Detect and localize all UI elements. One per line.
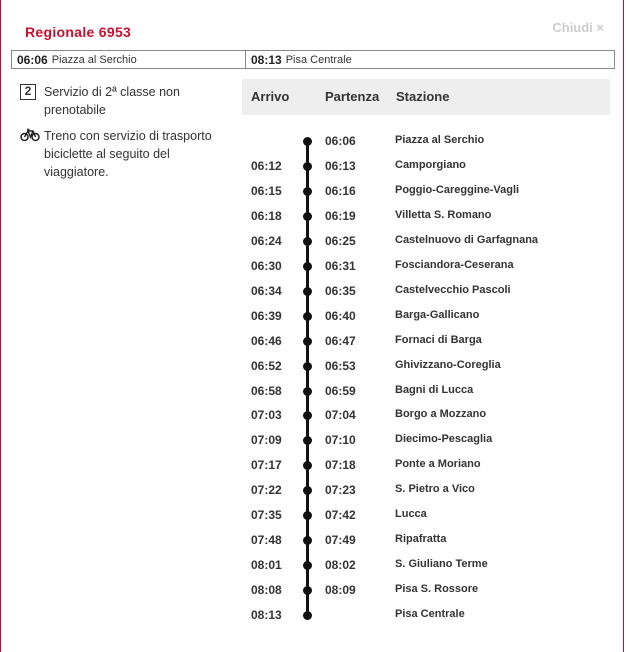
stop-dot: [303, 262, 312, 271]
departure-time: 07:10: [325, 433, 356, 447]
route-summary: [11, 50, 615, 69]
arrival-time: 06:58: [251, 384, 282, 398]
stop-dot: [303, 137, 312, 146]
stop-dot: [303, 561, 312, 570]
departure-time: 06:06: [325, 134, 356, 148]
col-arrival: Arrivo: [251, 89, 290, 104]
arrival-time: 07:09: [251, 433, 282, 447]
route-destination: [246, 51, 352, 68]
station-name: Diecimo-Pescaglia: [395, 433, 493, 445]
stop-dot: [303, 461, 312, 470]
station-name: Pisa S. Rossore: [395, 583, 479, 595]
origin-station: Piazza al Serchio: [51, 53, 137, 66]
station-name: Bagni di Lucca: [395, 384, 474, 396]
arrival-time: 07:22: [251, 483, 282, 497]
service-second-class: [20, 83, 230, 119]
departure-time: 07:49: [325, 533, 356, 547]
stop-dot: [303, 312, 312, 321]
stop-dot: [303, 387, 312, 396]
station-name: Fosciandora-Ceserana: [395, 259, 514, 271]
station-name: Camporgiano: [395, 159, 466, 171]
arrival-time: 06:18: [251, 209, 282, 223]
col-departure: Partenza: [325, 89, 380, 104]
departure-time: 06:35: [325, 284, 356, 298]
station-name: S. Giuliano Terme: [395, 558, 488, 570]
timetable-header: [242, 79, 610, 115]
close-button[interactable]: Chiudi ×: [552, 20, 604, 35]
station-name: Piazza al Serchio: [395, 134, 485, 146]
arrival-time: 06:52: [251, 359, 282, 373]
departure-time: 06:31: [325, 259, 356, 273]
bicycle-icon: [20, 128, 40, 147]
station-name: Ripafratta: [395, 533, 447, 545]
destination-time: 08:13: [251, 52, 282, 67]
departure-time: 08:09: [325, 583, 356, 597]
arrival-time: 06:46: [251, 334, 282, 348]
destination-station: Pisa Centrale: [285, 53, 352, 66]
arrival-time: 07:48: [251, 533, 282, 547]
route-origin: [12, 51, 246, 68]
service-bicycle: [20, 127, 230, 181]
service-text: Treno con servizio di trasporto biciclette al seguito del viaggiatore.: [44, 129, 212, 179]
departure-time: 07:23: [325, 483, 356, 497]
stop-dot: [303, 511, 312, 520]
station-name: S. Pietro a Vico: [395, 483, 475, 495]
arrival-time: 07:03: [251, 408, 282, 422]
arrival-time: 06:30: [251, 259, 282, 273]
stop-dot: [303, 436, 312, 445]
departure-time: 07:18: [325, 458, 356, 472]
departure-time: 06:25: [325, 234, 356, 248]
station-name: Poggio-Careggine-Vagli: [395, 184, 520, 196]
departure-time: 06:53: [325, 359, 356, 373]
col-station: Stazione: [396, 89, 450, 104]
stop-dot: [303, 287, 312, 296]
station-name: Villetta S. Romano: [395, 209, 492, 221]
arrival-time: 07:17: [251, 458, 282, 472]
origin-time: 06:06: [17, 52, 48, 67]
stop-dot: [303, 187, 312, 196]
arrival-time: 06:12: [251, 159, 282, 173]
station-name: Ponte a Moriano: [395, 458, 481, 470]
stop-dot: [303, 411, 312, 420]
arrival-time: 06:24: [251, 234, 282, 248]
departure-time: 06:19: [325, 209, 356, 223]
stop-dot: [303, 611, 312, 620]
departure-time: 06:16: [325, 184, 356, 198]
arrival-time: 08:13: [251, 608, 282, 622]
station-name: Castelnuovo di Garfagnana: [395, 234, 539, 246]
departure-time: 06:13: [325, 159, 356, 173]
stop-dot: [303, 536, 312, 545]
departure-time: 08:02: [325, 558, 356, 572]
train-title: Regionale 6953: [25, 24, 132, 40]
arrival-time: 06:39: [251, 309, 282, 323]
departure-time: 07:04: [325, 408, 356, 422]
station-name: Ghivizzano-Coreglia: [395, 359, 501, 371]
arrival-time: 06:34: [251, 284, 282, 298]
stop-dot: [303, 486, 312, 495]
stop-dot: [303, 237, 312, 246]
stop-dot: [303, 337, 312, 346]
departure-time: 07:42: [325, 508, 356, 522]
arrival-time: 08:01: [251, 558, 282, 572]
stop-dot: [303, 212, 312, 221]
arrival-time: 06:15: [251, 184, 282, 198]
service-text: Servizio di 2ª classe non prenotabile: [44, 85, 180, 117]
station-name: Pisa Centrale: [395, 608, 465, 620]
station-name: Barga-Gallicano: [395, 309, 480, 321]
stop-dot: [303, 586, 312, 595]
departure-time: 06:59: [325, 384, 356, 398]
stop-dot: [303, 362, 312, 371]
departure-time: 06:40: [325, 309, 356, 323]
station-name: Castelvecchio Pascoli: [395, 284, 511, 296]
departure-time: 06:47: [325, 334, 356, 348]
stop-dot: [303, 162, 312, 171]
arrival-time: 08:08: [251, 583, 282, 597]
station-name: Fornaci di Barga: [395, 334, 482, 346]
station-name: Borgo a Mozzano: [395, 408, 487, 420]
station-name: Lucca: [395, 508, 427, 520]
arrival-time: 07:35: [251, 508, 282, 522]
second-class-icon: 2: [20, 84, 36, 100]
